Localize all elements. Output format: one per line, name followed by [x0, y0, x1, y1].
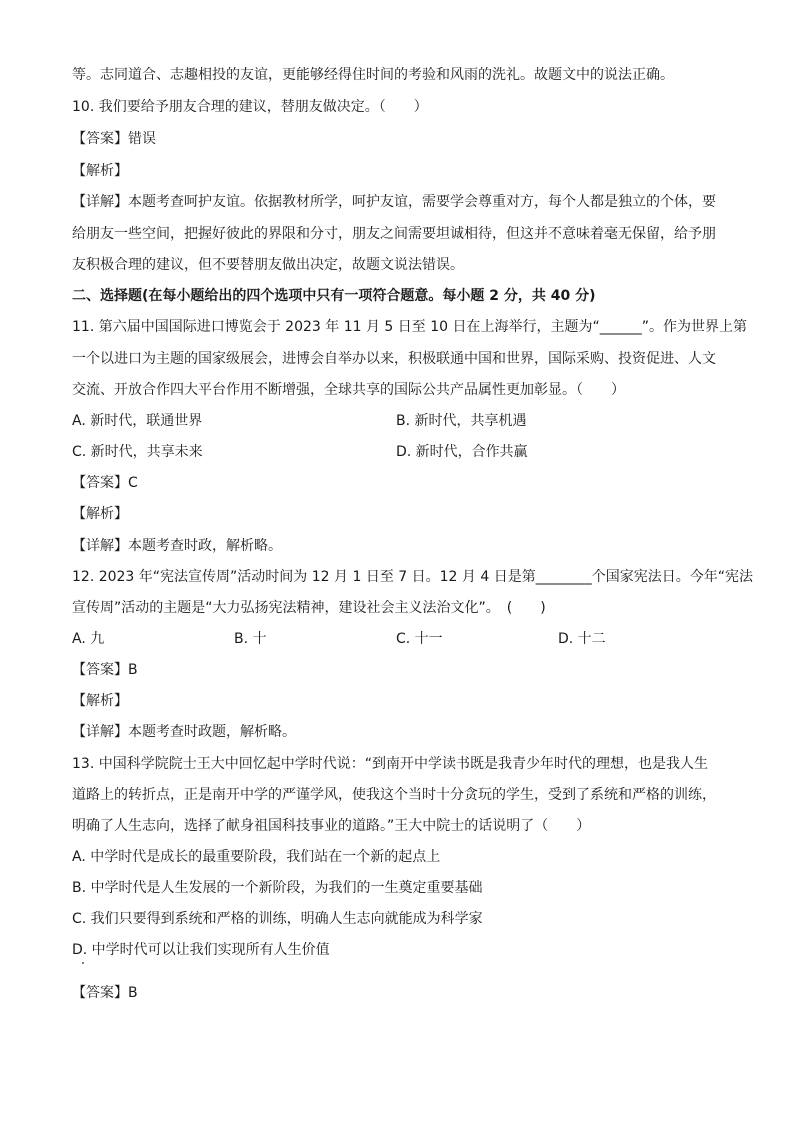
question-13-text: 道路上的转折点，正是南开中学的严谨学风，使我这个当时十分贪玩的学生，受到了系统和严格的训练，	[72, 787, 716, 803]
answer-label: 【答案】B	[72, 662, 138, 678]
answer-label: 【答案】B	[72, 985, 138, 1001]
question-12: 12. 2023 年“宪法宣传周”活动时间为 12 月 1 日至 7 日。12 月 4 日是第________个国家宪法日。今年“宪法	[72, 569, 753, 585]
q12-option-b: B. 十	[234, 631, 267, 647]
question-13: 13. 中国科学院院士王大中回忆起中学时代说：“到南开中学读书既是我青少年时代的理想，也是我人生	[72, 756, 708, 772]
q13-option-d: D. 中学时代可以让我们实现所有人生价值	[72, 942, 330, 958]
answer-label: 【答案】C	[72, 475, 138, 491]
q12-option-d: D. 十二	[558, 631, 606, 647]
question-11-text: 一个以进口为主题的国家级展会，进博会自举办以来，积极联通中国和世界，国际采购、投资促进、人文	[72, 351, 716, 367]
answer-label: 【答案】错误	[72, 131, 156, 147]
question-13-text: 明确了人生志向，选择了献身祖国科技事业的道路。”王大中院士的话说明了（ ）	[72, 818, 591, 834]
q12-option-a: A. 九	[72, 631, 105, 647]
detail-text: 【详解】本题考查时政，解析略。	[72, 538, 282, 554]
detail-text: 【详解】本题考查呵护友谊。依据教材所学，呵护友谊，需要学会尊重对方，每个人都是独立的个体，要	[72, 194, 716, 210]
q11-option-c: C. 新时代，共享未来	[72, 444, 203, 460]
analysis-label: 【解析】	[72, 693, 128, 709]
question-12-text: 宣传周”活动的主题是“大力弘扬宪法精神，建设社会主义法治文化”。 ( )	[72, 600, 546, 616]
text-line: 等。志同道合、志趣相投的友谊，更能够经得住时间的考验和风雨的洗礼。故题文中的说法正确。	[72, 67, 674, 83]
q13-option-a: A. 中学时代是成长的最重要阶段，我们站在一个新的起点上	[72, 849, 441, 865]
q11-option-b: B. 新时代，共享机遇	[396, 413, 527, 429]
q13-option-c: C. 我们只要得到系统和严格的训练，明确人生志向就能成为科学家	[72, 911, 483, 927]
analysis-label: 【解析】	[72, 506, 128, 522]
detail-text: 友积极合理的建议，但不要替朋友做出决定，故题文说法错误。	[72, 257, 464, 273]
question-10: 10. 我们要给予朋友合理的建议，替朋友做决定。（ ）	[72, 99, 428, 115]
detail-text: 给朋友一些空间，把握好彼此的界限和分寸，朋友之间需要坦诚相待，但这并不意味着毫无保留，给予朋	[72, 226, 716, 242]
section-heading: 二、选择题(在每小题给出的四个选项中只有一项符合题意。每小题 2 分，共 40 分)	[72, 288, 596, 304]
analysis-label: 【解析】	[72, 163, 128, 179]
question-11: 11. 第六届中国国际进口博览会于 2023 年 11 月 5 日至 10 日在上海举行，主题为“______”。作为世界上第	[72, 319, 747, 335]
q12-option-c: C. 十一	[396, 631, 443, 647]
detail-text: 【详解】本题考查时政题，解析略。	[72, 724, 296, 740]
q11-option-d: D. 新时代，合作共赢	[396, 444, 528, 460]
stray-dot-mark	[82, 962, 84, 964]
question-11-text: 交流、开放合作四大平台作用不断增强，全球共享的国际公共产品属性更加彰显。（ ）	[72, 382, 625, 398]
q11-option-a: A. 新时代，联通世界	[72, 413, 203, 429]
q13-option-b: B. 中学时代是人生发展的一个新阶段，为我们的一生奠定重要基础	[72, 880, 483, 896]
